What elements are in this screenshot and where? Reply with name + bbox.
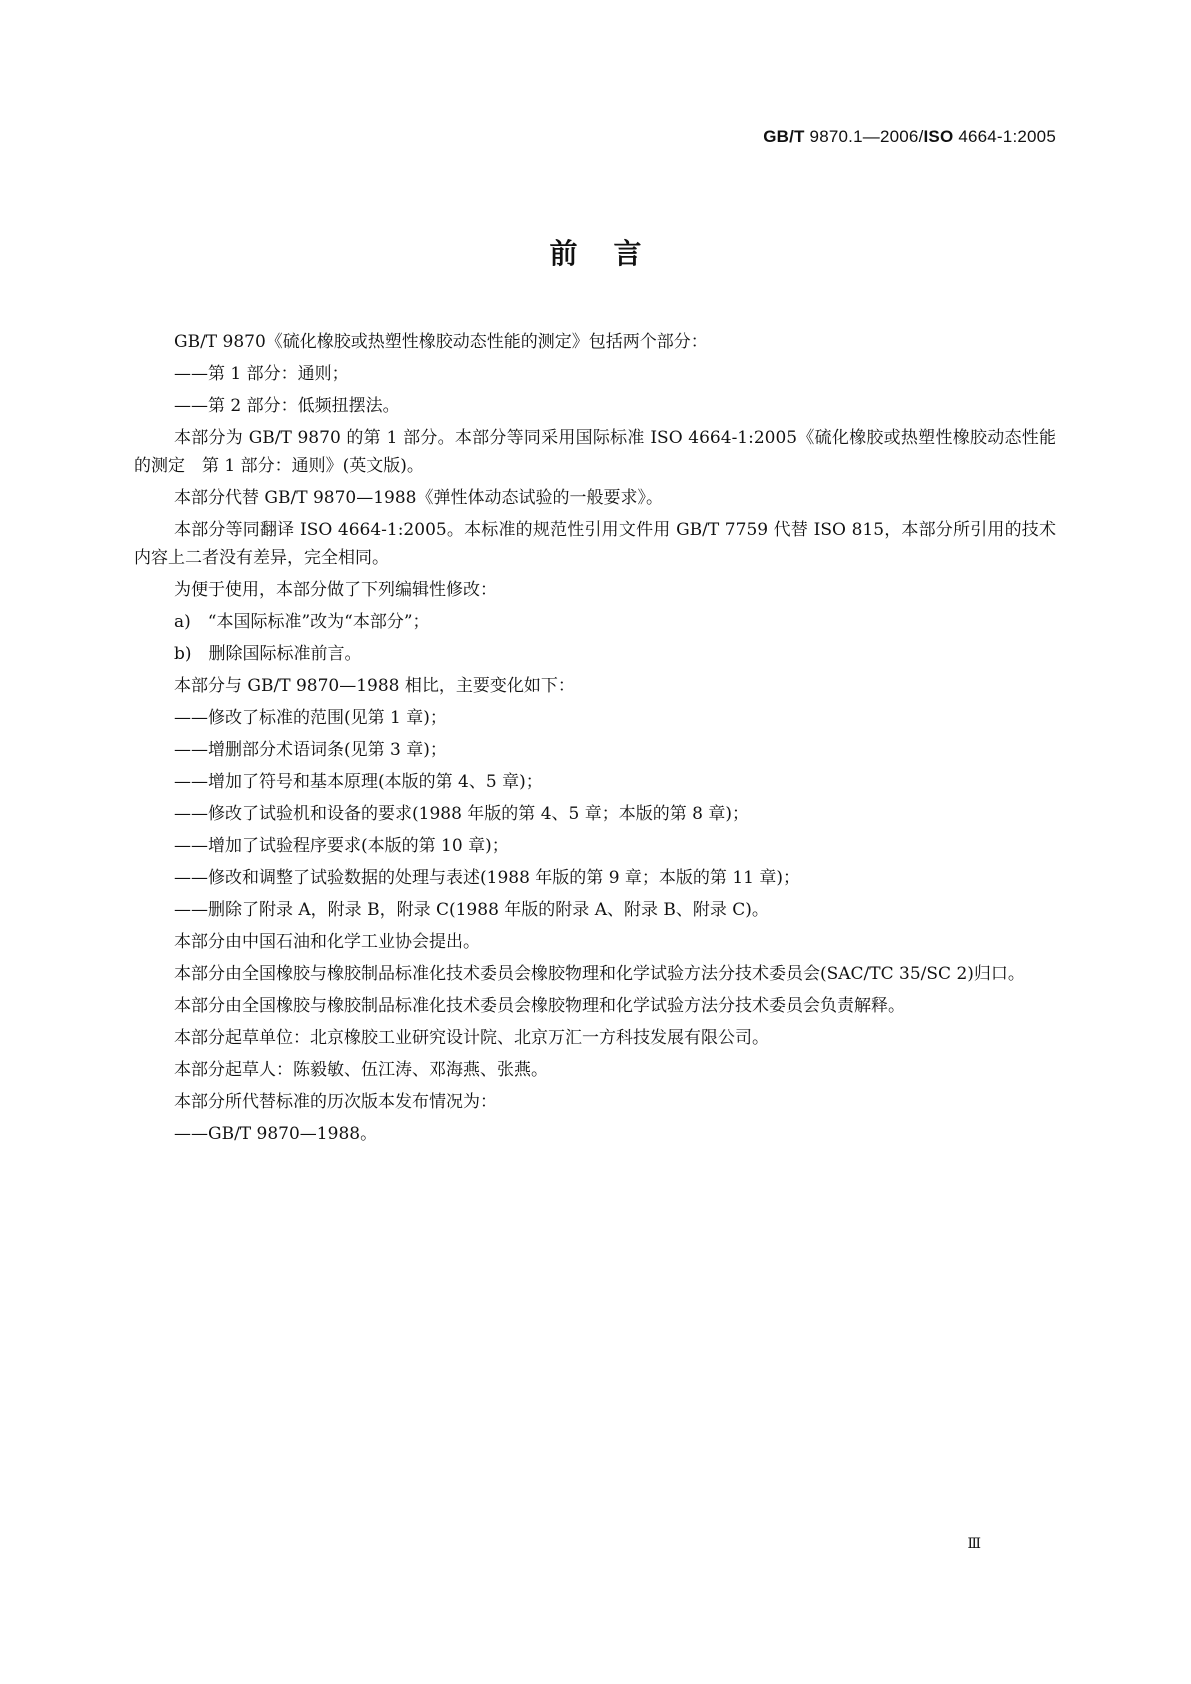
list-item: ——修改了标准的范围(见第 1 章)； xyxy=(174,708,447,728)
paragraph: 本部分由全国橡胶与橡胶制品标准化技术委员会橡胶物理和化学试验方法分技术委员会负责解释。 xyxy=(174,996,905,1016)
iso-number: 4664-1:2005 xyxy=(953,127,1056,146)
paragraph: 为便于使用，本部分做了下列编辑性修改： xyxy=(174,580,497,600)
paragraph: 本部分所代替标准的历次版本发布情况为： xyxy=(174,1092,497,1112)
page-title: 前言 xyxy=(549,237,678,270)
std-prefix: GB/T xyxy=(763,127,805,146)
list-item: ——修改了试验机和设备的要求(1988 年版的第 4、5 章；本版的第 8 章)； xyxy=(174,804,749,824)
paragraph: 本部分为 GB/T 9870 的第 1 部分。本部分等同采用国际标准 ISO 4664-1:2005《硫化橡胶或热塑性橡胶动态性能的测定 第 1 部分：通则》(英文版)。 xyxy=(134,428,1056,476)
paragraph: 本部分由中国石油和化学工业协会提出。 xyxy=(174,932,480,952)
paragraph: 本部分起草单位：北京橡胶工业研究设计院、北京万汇一方科技发展有限公司。 xyxy=(174,1028,769,1048)
std-number: 9870.1—2006/ xyxy=(804,127,924,146)
list-item: b) 删除国际标准前言。 xyxy=(174,644,362,664)
standard-number-header xyxy=(763,127,1056,147)
list-item: ——第 2 部分：低频扭摆法。 xyxy=(174,396,400,416)
list-item: ——GB/T 9870—1988。 xyxy=(174,1124,378,1144)
paragraph: GB/T 9870《硫化橡胶或热塑性橡胶动态性能的测定》包括两个部分： xyxy=(174,332,708,352)
paragraph: 本部分等同翻译 ISO 4664-1:2005。本标准的规范性引用文件用 GB/T 7759 代替 ISO 815，本部分所引用的技术内容上二者没有差异，完全相同。 xyxy=(134,520,1056,568)
list-item: ——第 1 部分：通则； xyxy=(174,364,349,384)
list-item: ——增加了试验程序要求(本版的第 10 章)； xyxy=(174,836,509,856)
list-item: ——增加了符号和基本原理(本版的第 4、5 章)； xyxy=(174,772,543,792)
paragraph: 本部分起草人：陈毅敏、伍江涛、邓海燕、张燕。 xyxy=(174,1060,548,1080)
list-item: ——修改和调整了试验数据的处理与表述(1988 年版的第 9 章；本版的第 11 章)； xyxy=(174,868,800,888)
paragraph: 本部分由全国橡胶与橡胶制品标准化技术委员会橡胶物理和化学试验方法分技术委员会(SAC/TC 35/SC 2)归口。 xyxy=(174,964,1025,984)
paragraph: 本部分代替 GB/T 9870—1988《弹性体动态试验的一般要求》。 xyxy=(174,488,663,508)
list-item: ——增删部分术语词条(见第 3 章)； xyxy=(174,740,447,760)
foreword-body xyxy=(134,328,1056,1152)
page-number: Ⅲ xyxy=(967,1536,981,1552)
paragraph: 本部分与 GB/T 9870—1988 相比，主要变化如下： xyxy=(174,676,575,696)
iso-prefix: ISO xyxy=(923,127,954,146)
list-item: ——删除了附录 A，附录 B，附录 C(1988 年版的附录 A、附录 B、附录 C)。 xyxy=(174,900,769,920)
list-item: a) “本国际标准”改为“本部分”； xyxy=(174,612,430,632)
